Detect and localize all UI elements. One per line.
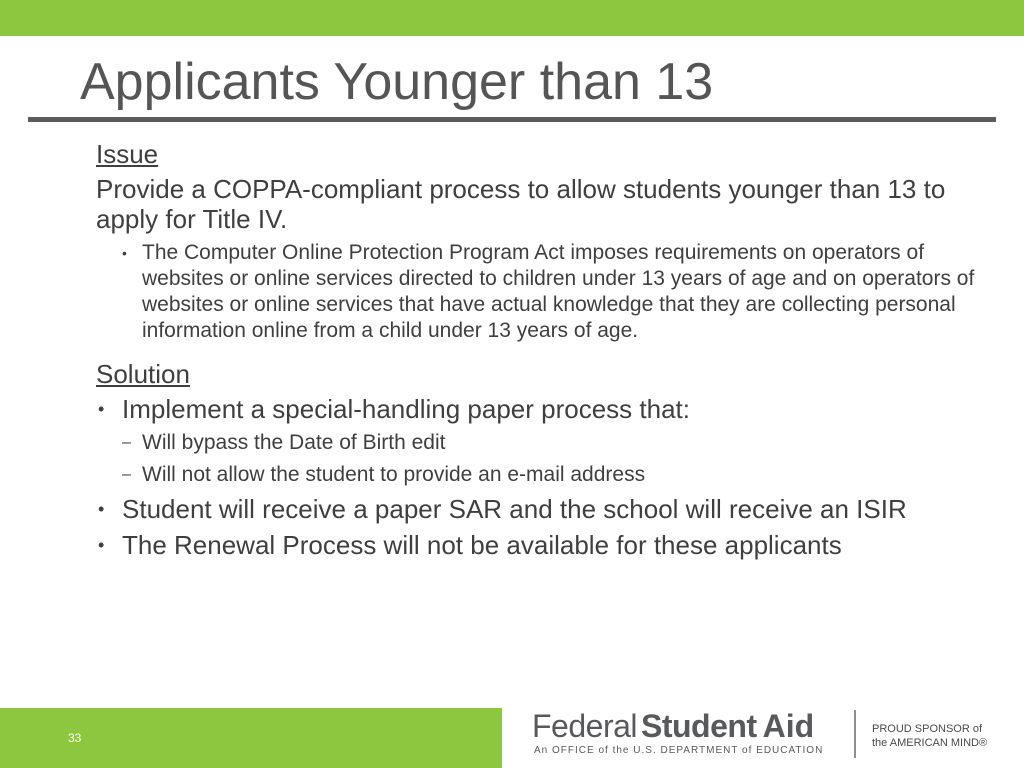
- solution-bullet-text: Implement a special-handling paper process that:: [122, 394, 690, 424]
- dash-marker: –: [122, 434, 131, 451]
- sponsor-line-2: the AMERICAN MIND®: [872, 737, 988, 749]
- sub-bullet-text: Will bypass the Date of Birth edit: [142, 431, 446, 454]
- bullet-marker: •: [98, 535, 105, 555]
- issue-heading: Issue: [96, 139, 159, 169]
- logo-student: Student: [641, 708, 757, 744]
- sub-bullet-1: [96, 430, 986, 456]
- logo-wordmark: [532, 708, 814, 744]
- logo-aid: Aid: [762, 708, 815, 744]
- bullet-marker: •: [122, 245, 127, 261]
- federal-student-aid-logo: [532, 708, 1022, 768]
- solution-bullet-text: The Renewal Process will not be available for these applicants: [122, 530, 842, 560]
- sponsor-line-1: PROUD SPONSOR of: [872, 723, 983, 735]
- logo-divider: [854, 710, 856, 758]
- logo-federal: Federal: [532, 708, 637, 744]
- issue-bullet-text: The Computer Online Protection Program Act imposes requirements on operators of websites or online services directed to children under 13 years of age and on operators of websites or online services that have actual knowledge that they are collecting personal information online from a child under 13 years of age.: [142, 241, 975, 342]
- title-underline-rule: [28, 117, 996, 122]
- solution-bullet-2: [96, 494, 986, 524]
- sub-bullet-text: Will not allow the student to provide an e-mail address: [142, 463, 646, 486]
- bullet-marker: •: [98, 499, 105, 519]
- dash-marker: –: [122, 466, 131, 483]
- sponsor-text: [872, 722, 987, 750]
- top-accent-band: [0, 0, 1024, 36]
- solution-bullet-3: [96, 530, 986, 560]
- solution-bullet-1: [96, 394, 986, 424]
- sub-bullet-2: [96, 462, 986, 488]
- slide-body: [96, 138, 986, 566]
- solution-bullet-text: Student will receive a paper SAR and the school will receive an ISIR: [122, 494, 907, 524]
- issue-text: Provide a COPPA-compliant process to allow students younger than 13 to apply for Title IV.: [96, 174, 946, 234]
- issue-bullet: [96, 240, 986, 344]
- page-number: 33: [68, 731, 82, 745]
- slide-title: Applicants Younger than 13: [80, 53, 714, 111]
- bullet-marker: •: [98, 399, 105, 419]
- logo-tagline: An OFFICE of the U.S. DEPARTMENT of EDUCATION: [534, 745, 824, 756]
- solution-heading: Solution: [96, 359, 190, 389]
